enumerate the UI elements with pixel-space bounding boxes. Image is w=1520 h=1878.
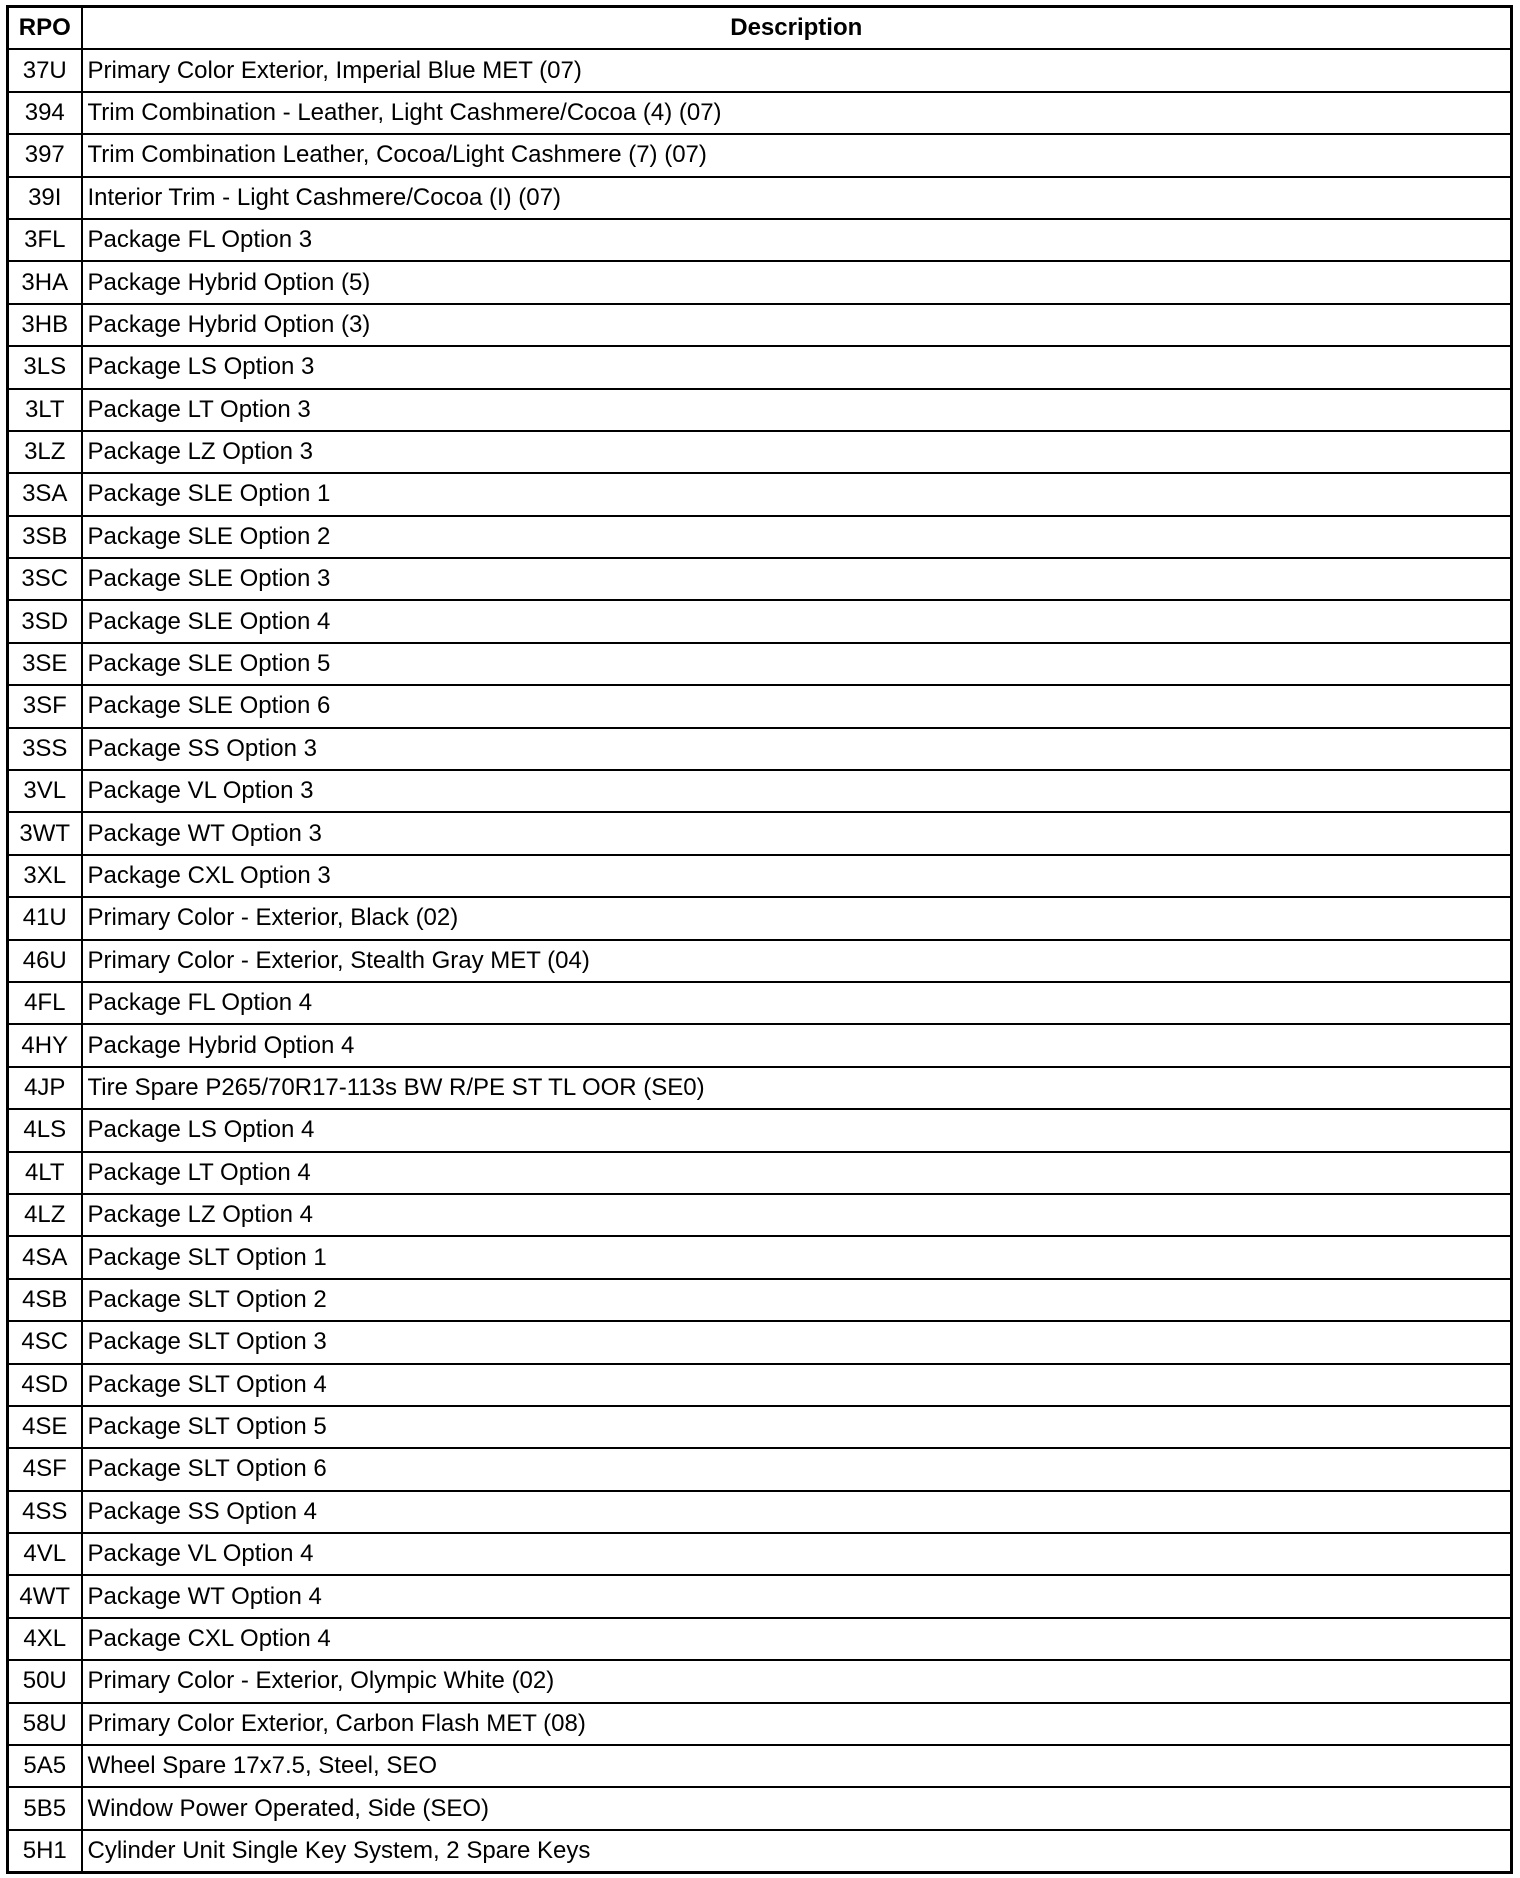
table-row [8,1236,1512,1278]
description-cell: Package SS Option 3 [82,728,1512,770]
table-row [8,1024,1512,1066]
rpo-code-cell: 58U [8,1703,82,1745]
table-row [8,1533,1512,1575]
table-body [8,49,1512,1872]
rpo-code-cell: 4SC [8,1321,82,1363]
description-cell: Package LS Option 3 [82,346,1512,388]
rpo-code-cell: 37U [8,49,82,91]
rpo-code-cell: 4WT [8,1575,82,1617]
table-row [8,92,1512,134]
rpo-code-cell: 5A5 [8,1745,82,1787]
table-row [8,1406,1512,1448]
description-cell: Package SLE Option 3 [82,558,1512,600]
rpo-code-cell: 397 [8,134,82,176]
table-row [8,389,1512,431]
description-cell: Package CXL Option 4 [82,1618,1512,1660]
table-row [8,897,1512,939]
table-row [8,1491,1512,1533]
description-cell: Package LT Option 4 [82,1152,1512,1194]
rpo-code-cell: 41U [8,897,82,939]
description-cell: Package WT Option 3 [82,812,1512,854]
table-row [8,643,1512,685]
description-cell: Package FL Option 4 [82,982,1512,1024]
description-cell: Package LZ Option 4 [82,1194,1512,1236]
rpo-code-cell: 5H1 [8,1830,82,1873]
rpo-code-cell: 4SE [8,1406,82,1448]
rpo-code-cell: 3SC [8,558,82,600]
table-row [8,1067,1512,1109]
rpo-code-cell: 3FL [8,219,82,261]
rpo-code-cell: 3LT [8,389,82,431]
description-cell: Package FL Option 3 [82,219,1512,261]
rpo-code-cell: 4JP [8,1067,82,1109]
rpo-code-cell: 4VL [8,1533,82,1575]
description-cell: Package SLE Option 1 [82,473,1512,515]
rpo-code-cell: 3SD [8,600,82,642]
rpo-code-cell: 394 [8,92,82,134]
rpo-code-cell: 4XL [8,1618,82,1660]
rpo-code-cell: 4FL [8,982,82,1024]
rpo-code-cell: 3VL [8,770,82,812]
rpo-code-cell: 3SE [8,643,82,685]
description-cell: Package Hybrid Option 4 [82,1024,1512,1066]
table-header [8,7,1512,50]
table-row [8,1787,1512,1829]
table-row [8,1109,1512,1151]
description-cell: Package SLT Option 1 [82,1236,1512,1278]
table-row [8,1745,1512,1787]
table-row [8,600,1512,642]
description-cell: Package LS Option 4 [82,1109,1512,1151]
description-cell: Package LT Option 3 [82,389,1512,431]
table-row [8,473,1512,515]
description-cell: Primary Color - Exterior, Black (02) [82,897,1512,939]
description-cell: Package VL Option 4 [82,1533,1512,1575]
rpo-code-cell: 4SB [8,1279,82,1321]
description-cell: Package SLE Option 6 [82,685,1512,727]
rpo-code-cell: 4LZ [8,1194,82,1236]
rpo-code-cell: 3SF [8,685,82,727]
description-cell: Primary Color Exterior, Imperial Blue MET (07) [82,49,1512,91]
rpo-code-cell: 3LZ [8,431,82,473]
description-cell: Package VL Option 3 [82,770,1512,812]
table-row [8,1575,1512,1617]
rpo-code-cell: 4SD [8,1364,82,1406]
table-row [8,685,1512,727]
description-cell: Package SLT Option 5 [82,1406,1512,1448]
description-cell: Package CXL Option 3 [82,855,1512,897]
table-row [8,940,1512,982]
table-row [8,812,1512,854]
table-row [8,1660,1512,1702]
table-row [8,1279,1512,1321]
rpo-code-cell: 46U [8,940,82,982]
description-cell: Interior Trim - Light Cashmere/Cocoa (I) (07) [82,177,1512,219]
description-column-header: Description [82,7,1512,50]
table-row [8,770,1512,812]
table-row [8,49,1512,91]
description-cell: Primary Color Exterior, Carbon Flash MET (08) [82,1703,1512,1745]
rpo-code-cell: 4LS [8,1109,82,1151]
description-cell: Package Hybrid Option (3) [82,304,1512,346]
table-row [8,346,1512,388]
description-cell: Primary Color - Exterior, Stealth Gray MET (04) [82,940,1512,982]
table-row [8,177,1512,219]
rpo-code-cell: 3SB [8,516,82,558]
rpo-code-cell: 4SA [8,1236,82,1278]
table-row [8,261,1512,303]
rpo-code-cell: 3SS [8,728,82,770]
rpo-code-cell: 3HA [8,261,82,303]
table-row [8,1152,1512,1194]
description-cell: Package SLE Option 2 [82,516,1512,558]
table-row [8,1830,1512,1873]
header-row [8,7,1512,50]
rpo-code-cell: 4LT [8,1152,82,1194]
rpo-code-cell: 3HB [8,304,82,346]
description-cell: Primary Color - Exterior, Olympic White (02) [82,1660,1512,1702]
rpo-code-cell: 50U [8,1660,82,1702]
table-row [8,558,1512,600]
table-row [8,1448,1512,1490]
table-row [8,304,1512,346]
description-cell: Trim Combination - Leather, Light Cashmere/Cocoa (4) (07) [82,92,1512,134]
table-row [8,516,1512,558]
description-cell: Package SLT Option 4 [82,1364,1512,1406]
rpo-code-cell: 4HY [8,1024,82,1066]
rpo-table [6,5,1513,1874]
table-row [8,1364,1512,1406]
description-cell: Trim Combination Leather, Cocoa/Light Cashmere (7) (07) [82,134,1512,176]
description-cell: Package SLE Option 5 [82,643,1512,685]
description-cell: Cylinder Unit Single Key System, 2 Spare Keys [82,1830,1512,1873]
rpo-code-cell: 39I [8,177,82,219]
table-row [8,982,1512,1024]
description-cell: Tire Spare P265/70R17-113s BW R/PE ST TL OOR (SE0) [82,1067,1512,1109]
table-row [8,1194,1512,1236]
table-row [8,1321,1512,1363]
rpo-code-cell: 3WT [8,812,82,854]
description-cell: Package SLT Option 2 [82,1279,1512,1321]
table-row [8,728,1512,770]
rpo-code-cell: 3SA [8,473,82,515]
table-row [8,431,1512,473]
description-cell: Package LZ Option 3 [82,431,1512,473]
table-row [8,855,1512,897]
rpo-code-cell: 3LS [8,346,82,388]
description-cell: Package SLE Option 4 [82,600,1512,642]
rpo-code-cell: 5B5 [8,1787,82,1829]
table-row [8,219,1512,261]
rpo-code-cell: 4SF [8,1448,82,1490]
description-cell: Package WT Option 4 [82,1575,1512,1617]
rpo-column-header: RPO [8,7,82,50]
table-row [8,134,1512,176]
rpo-code-cell: 3XL [8,855,82,897]
description-cell: Wheel Spare 17x7.5, Steel, SEO [82,1745,1512,1787]
table-row [8,1618,1512,1660]
rpo-code-cell: 4SS [8,1491,82,1533]
description-cell: Package SS Option 4 [82,1491,1512,1533]
description-cell: Package SLT Option 6 [82,1448,1512,1490]
description-cell: Package Hybrid Option (5) [82,261,1512,303]
description-cell: Package SLT Option 3 [82,1321,1512,1363]
table-row [8,1703,1512,1745]
description-cell: Window Power Operated, Side (SEO) [82,1787,1512,1829]
